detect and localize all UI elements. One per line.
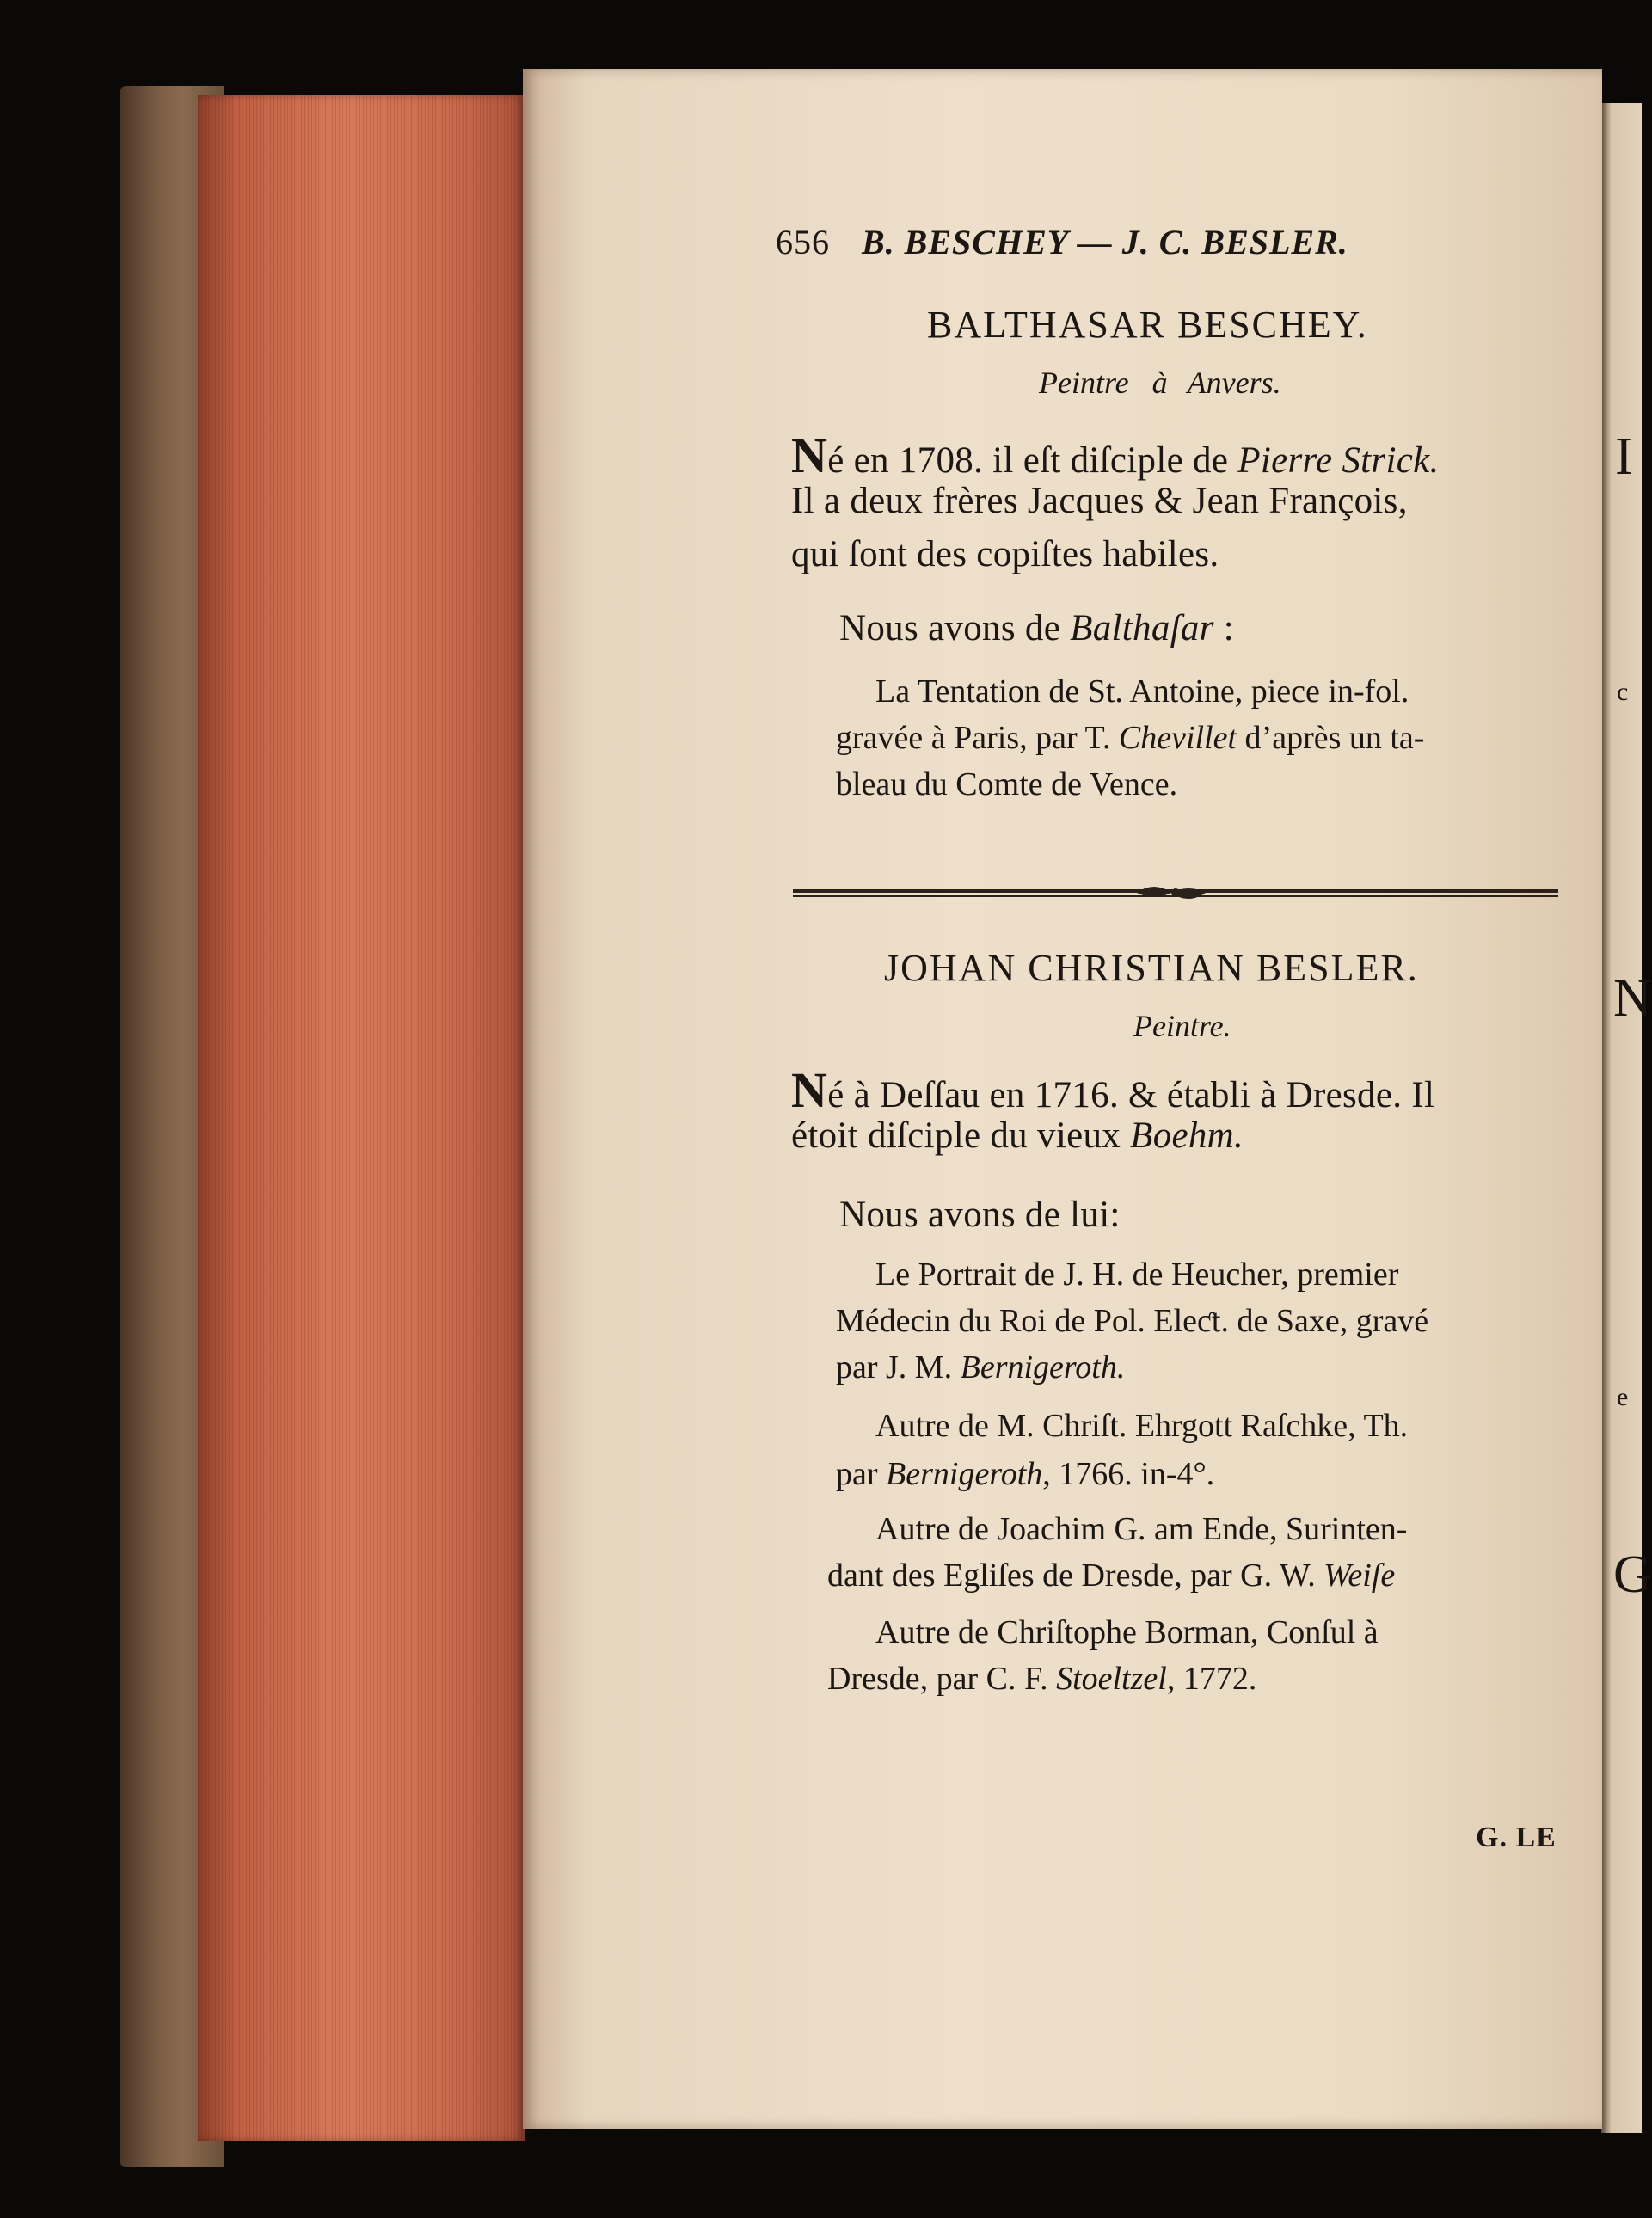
role-city: Anvers. bbox=[1187, 366, 1281, 400]
next-page-glyph: c bbox=[1617, 678, 1629, 706]
drop-cap: N bbox=[791, 427, 828, 483]
entry-role bbox=[1039, 365, 1281, 401]
bio-line: Né à Deſſau en 1716. & établi à Dresde. Il bbox=[791, 1062, 1435, 1118]
work-line: Dresde, par C. F. Stoeltzel, 1772. bbox=[827, 1661, 1257, 1697]
work-line: Médecin du Roi de Pol. Eleƈt. de Saxe, gravé bbox=[836, 1303, 1429, 1339]
work-line: Le Portrait de J. H. de Heucher, premier bbox=[875, 1256, 1399, 1293]
next-page-edge bbox=[1601, 103, 1652, 2133]
next-page-glyph: I bbox=[1615, 427, 1633, 486]
running-title: B. BESCHEY — J. C. BESLER. bbox=[862, 223, 1348, 261]
bio-line: Il a deux frères Jacques & Jean François, bbox=[791, 481, 1408, 521]
next-page-glyph: N bbox=[1613, 969, 1652, 1028]
work-line: par Bernigeroth, 1766. in-4°. bbox=[836, 1456, 1215, 1492]
page-edges bbox=[198, 95, 525, 2141]
bio-line: Né en 1708. il eſt diſciple de Pierre Strick. bbox=[791, 427, 1440, 483]
role-word: Peintre bbox=[1039, 366, 1129, 400]
work-line: bleau du Comte de Vence. bbox=[836, 766, 1178, 802]
work-line: La Tentation de St. Antoine, piece in-fol. bbox=[875, 673, 1409, 710]
next-page-glyph: G bbox=[1613, 1545, 1652, 1604]
catchword: G. LE bbox=[1476, 1822, 1557, 1853]
entry-role: Peintre. bbox=[1133, 1009, 1231, 1043]
work-line: par J. M. Bernigeroth. bbox=[836, 1349, 1126, 1385]
work-line: dant des Egliſes de Dresde, par G. W. Weiſe bbox=[827, 1558, 1396, 1594]
bio-line: qui ſont des copiſtes habiles. bbox=[791, 534, 1219, 574]
entry-heading: JOHAN CHRISTIAN BESLER. bbox=[884, 947, 1419, 989]
role-preposition: à bbox=[1151, 366, 1168, 400]
next-page-glyph: e bbox=[1617, 1383, 1629, 1411]
ornamental-divider bbox=[793, 884, 1558, 901]
work-line: Autre de Chriſtophe Borman, Conſul à bbox=[875, 1614, 1379, 1650]
works-intro: Nous avons de lui: bbox=[839, 1195, 1121, 1235]
works-intro: Nous avons de Balthaſar : bbox=[839, 608, 1234, 648]
drop-cap: N bbox=[791, 1062, 828, 1118]
page-number: 656 bbox=[776, 223, 830, 261]
work-line: gravée à Paris, par T. Chevillet d’après un ta- bbox=[836, 720, 1425, 756]
work-line: Autre de M. Chriſt. Ehrgott Raſchke, Th. bbox=[875, 1408, 1409, 1444]
running-header bbox=[776, 222, 1348, 262]
bio-line: étoit diſciple du vieux Boehm. bbox=[791, 1115, 1244, 1156]
work-line: Autre de Joachim G. am Ende, Surinten- bbox=[875, 1511, 1408, 1547]
entry-heading: BALTHASAR BESCHEY. bbox=[927, 304, 1368, 346]
